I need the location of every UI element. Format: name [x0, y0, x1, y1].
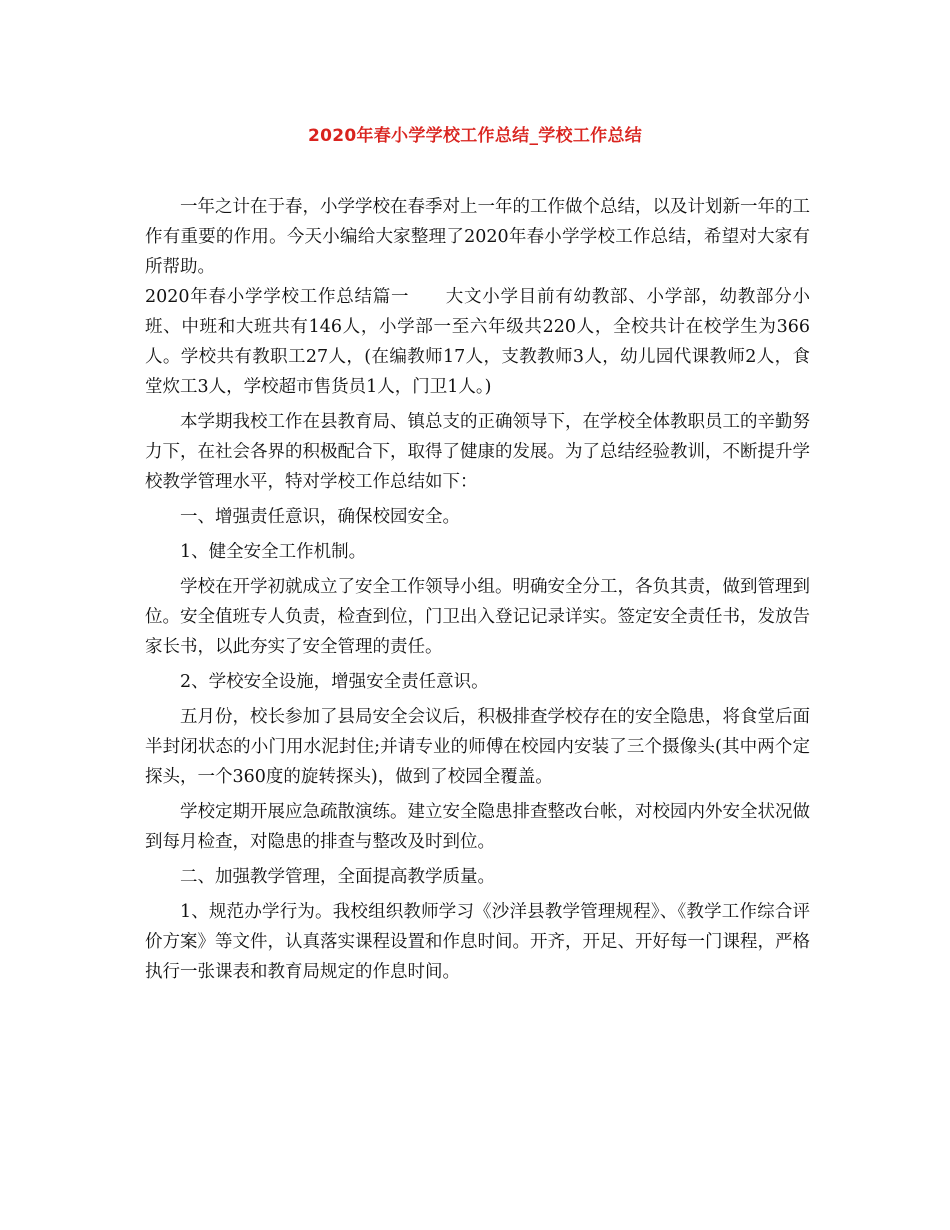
paragraph-semester-summary: 本学期我校工作在县教育局、镇总支的正确领导下，在学校全体教职员工的辛勤努力下，在社会各界的积极配合下，取得了健康的发展。为了总结经验教训，不断提升学校教学管理水平，特对学校工作总结如下：	[145, 412, 810, 492]
document-body	[145, 192, 810, 987]
paragraph-school-overview: 2020年春小学学校工作总结篇一 大文小学目前有幼教部、小学部，幼教部分小班、中班和大班共有146人，小学部一至六年级共220人，全校共计在校学生为366人。学校共有教职工27人，(在编教师17人，支教教师3人，幼儿园代课教师2人，食堂炊工3人，学校超市售货员1人，门卫1人。)	[145, 287, 810, 397]
paragraph-intro: 一年之计在于春，小学学校在春季对上一年的工作做个总结，以及计划新一年的工作有重要的作用。今天小编给大家整理了2020年春小学学校工作总结，希望对大家有所帮助。	[145, 197, 810, 277]
paragraph-emergency-drills: 学校定期开展应急疏散演练。建立安全隐患排查整改台帐，对校园内外安全状况做到每月检查，对隐患的排查与整改及时到位。	[145, 802, 810, 852]
paragraph-teaching-regulation: 1、规范办学行为。我校组织教师学习《沙洋县教学管理规程》、《教学工作综合评价方案》等文件，认真落实课程设置和作息时间。开齐，开足、开好每一门课程，严格执行一张课表和教育局规定的作息时间。	[145, 902, 810, 982]
paragraph-safety-facilities: 五月份，校长参加了县局安全会议后，积极排查学校存在的安全隐患，将食堂后面半封闭状态的小门用水泥封住;并请专业的师傅在校园内安装了三个摄像头(其中两个定探头，一个360度的旋转探头)，做到了校园全覆盖。	[145, 707, 810, 787]
subheading-safety-facilities: 2、学校安全设施，增强安全责任意识。	[180, 672, 489, 692]
section-heading-teaching: 二、加强教学管理，全面提高教学质量。	[180, 867, 495, 887]
paragraph-safety-mechanism: 学校在开学初就成立了安全工作领导小组。明确安全分工，各负其责，做到管理到位。安全值班专人负责，检查到位，门卫出入登记记录详实。签定安全责任书，发放告家长书，以此夯实了安全管理的责任。	[145, 577, 810, 657]
section-heading-safety: 一、增强责任意识，确保校园安全。	[180, 507, 460, 527]
document-title: 2020年春小学学校工作总结_学校工作总结	[307, 126, 643, 146]
subheading-safety-mechanism: 1、健全安全工作机制。	[180, 542, 367, 562]
